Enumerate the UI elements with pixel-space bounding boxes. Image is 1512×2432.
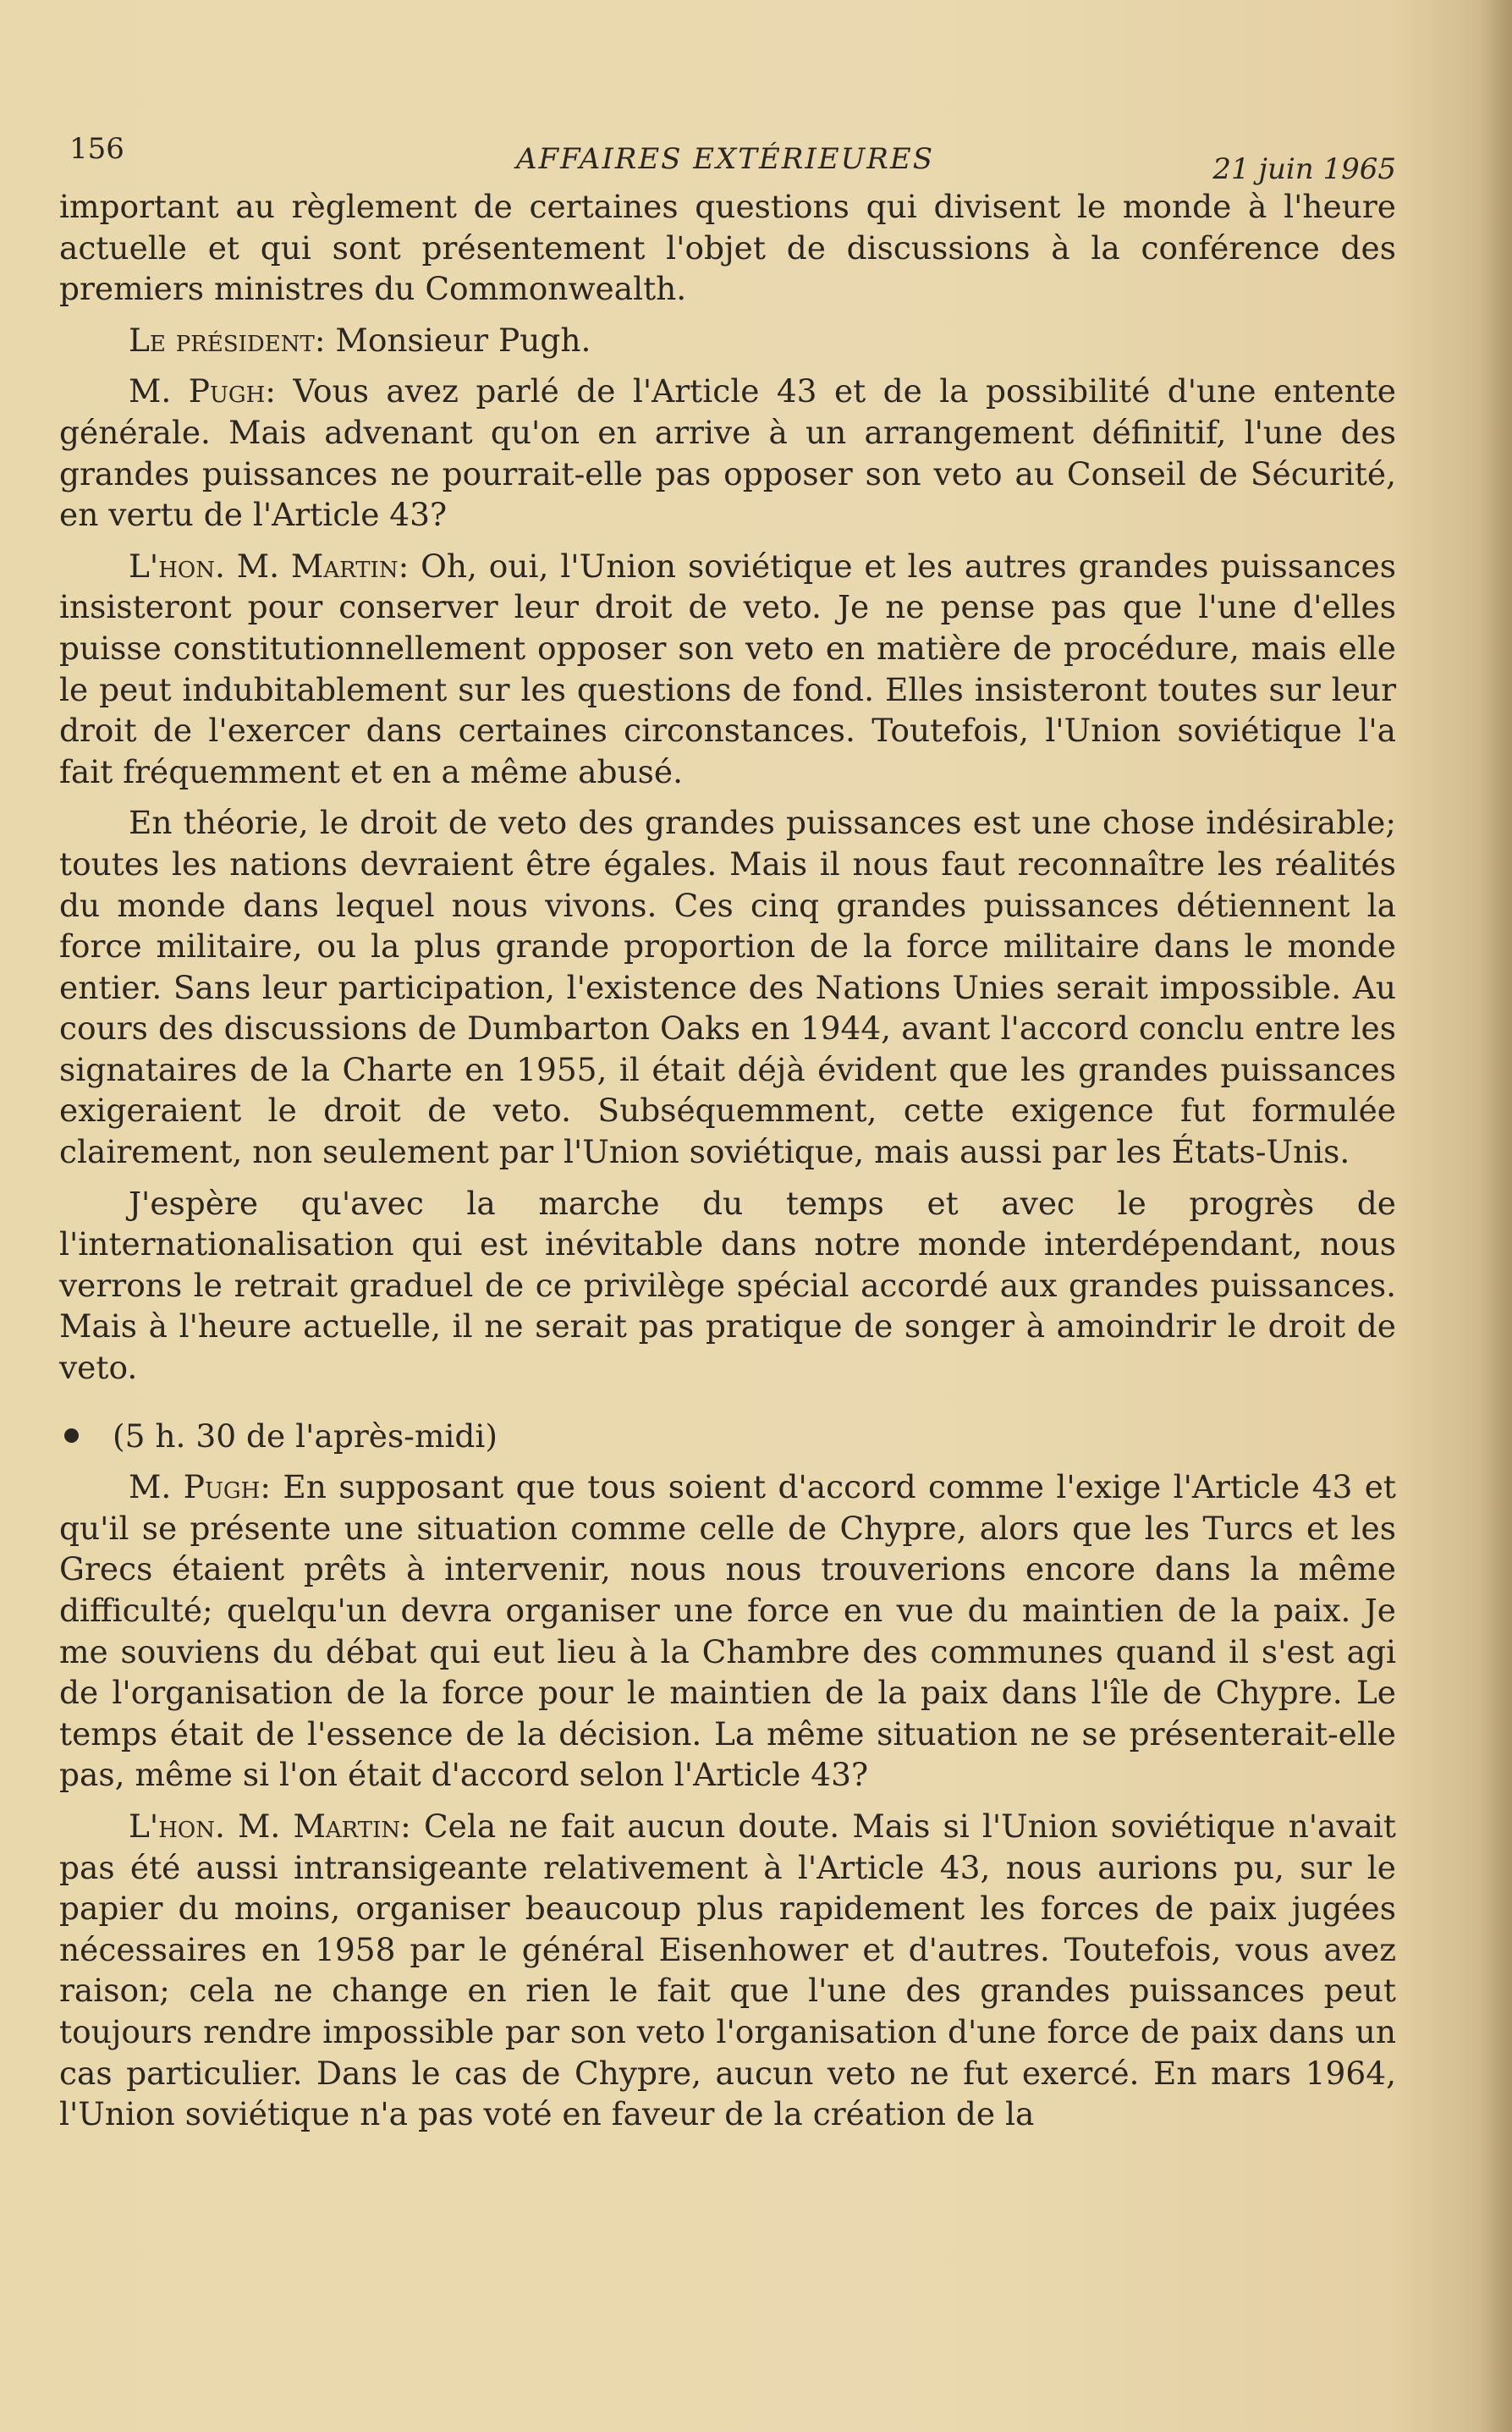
paragraph-text: Cela ne fait aucun doute. Mais si l'Union soviétique n'avait pas été aussi intransigeante relativement à l'Article 43, nous aurions pu, sur le papier du moins, organiser beaucoup plus rapidement les forces de paix jugées nécessaires en 1958 par le général Eisenhower et d'autres. Toutefois, vous avez raison; cela ne change en rien le fait que l'une des grandes puissances peut toujours rendre impossible par son veto l'organisation d'une force de paix dans un cas particulier. Dans le cas de Chypre, aucun veto ne fut exercé. En mars 1964, l'Union soviétique n'a pas voté en faveur de la création de la [59, 1807, 1396, 2133]
paragraph-pugh-question [59, 371, 1396, 535]
time-note-text: (5 h. 30 de l'après-midi) [113, 1417, 498, 1455]
paragraph-text: En supposant que tous soient d'accord comme l'exige l'Article 43 et qu'il se présente une situation comme celle de Chypre, alors que les Turcs et les Grecs étaient prêts à intervenir, nous nous trouverions encore dans la même difficulté; quelqu'un devra organiser une force en vue du maintien de la paix. Je me souviens du débat qui eut lieu à la Chambre des communes quand il s'est agi de l'organisation de la force pour le maintien de la paix dans l'île de Chypre. Le temps était de l'essence de la décision. La même situation ne se présenterait-elle pas, même si l'on était d'accord selon l'Article 43? [59, 1468, 1396, 1794]
speaker-label: M. Pugh: [129, 1468, 271, 1506]
page-header [59, 127, 1396, 186]
paragraph-pugh-cyprus [59, 1466, 1396, 1796]
page-number: 156 [69, 132, 124, 166]
paragraph-martin-answer [59, 546, 1396, 793]
bullet-icon [64, 1428, 79, 1443]
speaker-label: L'hon. M. Martin: [129, 1807, 411, 1845]
speaker-label: Le président: [129, 321, 326, 359]
paragraph-text: J'espère qu'avec la marche du temps et avec le progrès de l'internationalisation qui est inévitable dans notre monde interdépendant, nous verrons le retrait graduel de ce privilège spécial accordé aux grandes puissances. Mais à l'heure actuelle, il ne serait pas pratique de songer à amoindrir le droit de veto. [59, 1184, 1396, 1387]
paragraph-president [59, 320, 1396, 361]
paragraph-text: Monsieur Pugh. [335, 321, 591, 359]
paragraph-theory [59, 802, 1396, 1172]
paragraph-text: Oh, oui, l'Union soviétique et les autres grandes puissances insisteront pour conserver leur droit de veto. Je ne pense pas que l'une d'elles puisse constitutionnellement opposer son veto en matière de procédure, mais elle le peut indubitablement sur les questions de fond. Elles insisteront toutes sur leur droit de l'exercer dans certaines circonstances. Toutefois, l'Union soviétique l'a fait fréquemment et en a même abusé. [59, 547, 1396, 790]
document-page [59, 127, 1396, 2145]
paragraph-text: important au règlement de certaines questions qui divisent le monde à l'heure actuelle et qui sont présentement l'objet de discussions à la conférence des premiers ministres du Commonwealth. [59, 188, 1396, 308]
running-title: AFFAIRES EXTÉRIEURES [516, 142, 935, 176]
time-note [59, 1416, 1396, 1457]
paragraph-text: En théorie, le droit de veto des grandes puissances est une chose indésirable; toutes les nations devraient être égales. Mais il nous faut reconnaître les réalités du monde dans lequel nous vivons. Ces cinq grandes puissances détiennent la force militaire, ou la plus grande proportion de la force militaire dans le monde entier. Sans leur participation, l'existence des Nations Unies serait impossible. Au cours des discussions de Dumbarton Oaks en 1944, avant l'accord conclu entre les signataires de la Charte en 1955, il était déjà évident que les grandes puissances exigeraient le droit de veto. Subséquemment, cette exigence fut formulée clairement, non seulement par l'Union soviétique, mais aussi par les États-Unis. [59, 804, 1396, 1171]
paragraph-martin-cyprus [59, 1806, 1396, 2135]
paragraph-text: Vous avez parlé de l'Article 43 et de la possibilité d'une entente générale. Mais advenant qu'on en arrive à un arrangement définitif, l'une des grandes puissances ne pourrait-elle pas opposer son veto au Conseil de Sécurité, en vertu de l'Article 43? [59, 372, 1396, 534]
speaker-label: L'hon. M. Martin: [129, 547, 410, 585]
page-date: 21 juin 1965 [1212, 152, 1396, 186]
page-edge-shadow [1478, 0, 1512, 2432]
paragraph-hope [59, 1183, 1396, 1389]
paragraph-continuation [59, 186, 1396, 310]
speaker-label: M. Pugh: [129, 372, 276, 410]
body-text [59, 186, 1396, 2135]
